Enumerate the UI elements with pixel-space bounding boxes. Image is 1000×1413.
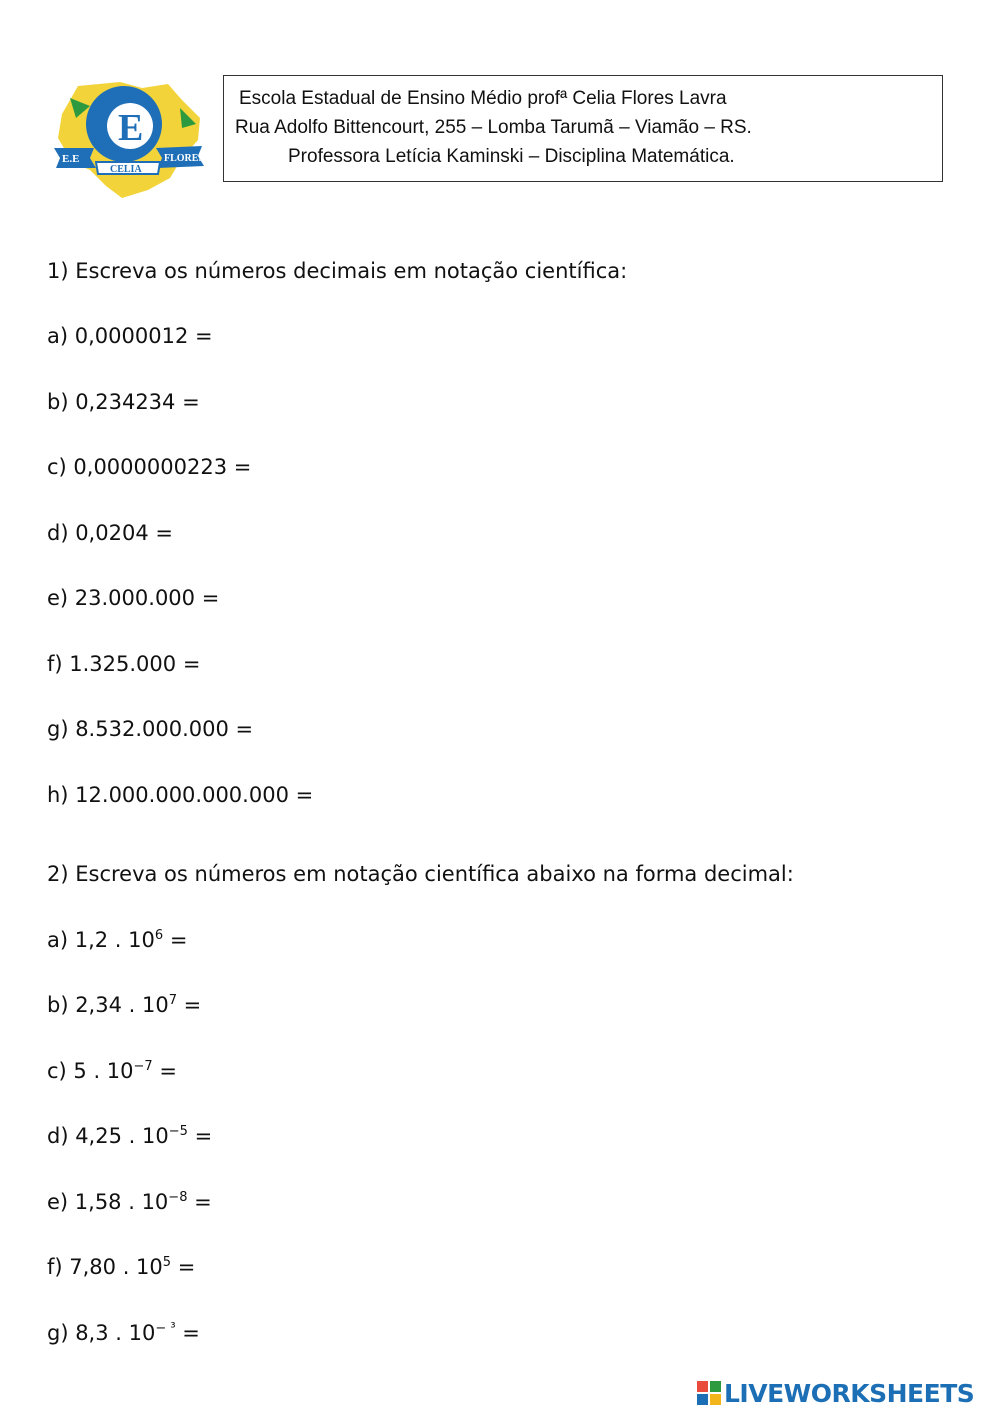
- q2-item-d: d) 4,25 . $10^{-5}$ =: [47, 1124, 213, 1148]
- q1-item-c: c) 0,0000000223 =: [47, 455, 252, 479]
- q1-item-a: a) 0,0000012 =: [47, 324, 213, 348]
- q2-item-c: c) 5 . $10^{-7}$ =: [47, 1059, 177, 1083]
- liveworksheets-text: LIVEWORKSHEETS: [724, 1378, 975, 1408]
- q2-item-e: e) 1,58 . $10^{-8}$ =: [47, 1190, 212, 1214]
- teacher-info: Professora Letícia Kaminski – Disciplina Matemática.: [288, 146, 735, 167]
- q1-item-d: d) 0,0204 =: [47, 521, 173, 545]
- q2-item-b: b) 2,34 . $10^7$ =: [47, 993, 202, 1017]
- q1-item-f: f) 1.325.000 =: [47, 652, 201, 676]
- question-2-title: 2) Escreva os números em notação científica abaixo na forma decimal:: [47, 862, 794, 886]
- school-address: Rua Adolfo Bittencourt, 255 – Lomba Tarumã – Viamão – RS.: [235, 117, 752, 138]
- q1-item-e: e) 23.000.000 =: [47, 586, 220, 610]
- liveworksheets-brand[interactable]: [697, 1378, 974, 1408]
- school-header: [223, 75, 943, 182]
- liveworksheets-logo-icon: [697, 1381, 721, 1405]
- logo-text-bottom: CELIA: [110, 164, 142, 175]
- q1-item-g: g) 8.532.000.000 =: [47, 717, 254, 741]
- q2-item-g: g) 8,3 . $10^{- ^3}$ =: [47, 1321, 200, 1345]
- school-name: Escola Estadual de Ensino Médio profª Celia Flores Lavra: [239, 88, 727, 109]
- q1-item-h: h) 12.000.000.000.000 =: [47, 783, 314, 807]
- question-1-title: 1) Escreva os números decimais em notação científica:: [47, 259, 628, 283]
- logo-text-right: FLORES: [164, 153, 205, 164]
- school-logo: [50, 78, 210, 203]
- logo-text-left: E.E: [62, 153, 80, 165]
- q1-item-b: b) 0,234234 =: [47, 390, 200, 414]
- q2-item-a: a) 1,2 . $10^6$ =: [47, 928, 188, 952]
- logo-letter: E: [118, 107, 144, 149]
- q2-item-f: f) 7,80 . $10^5$ =: [47, 1255, 196, 1279]
